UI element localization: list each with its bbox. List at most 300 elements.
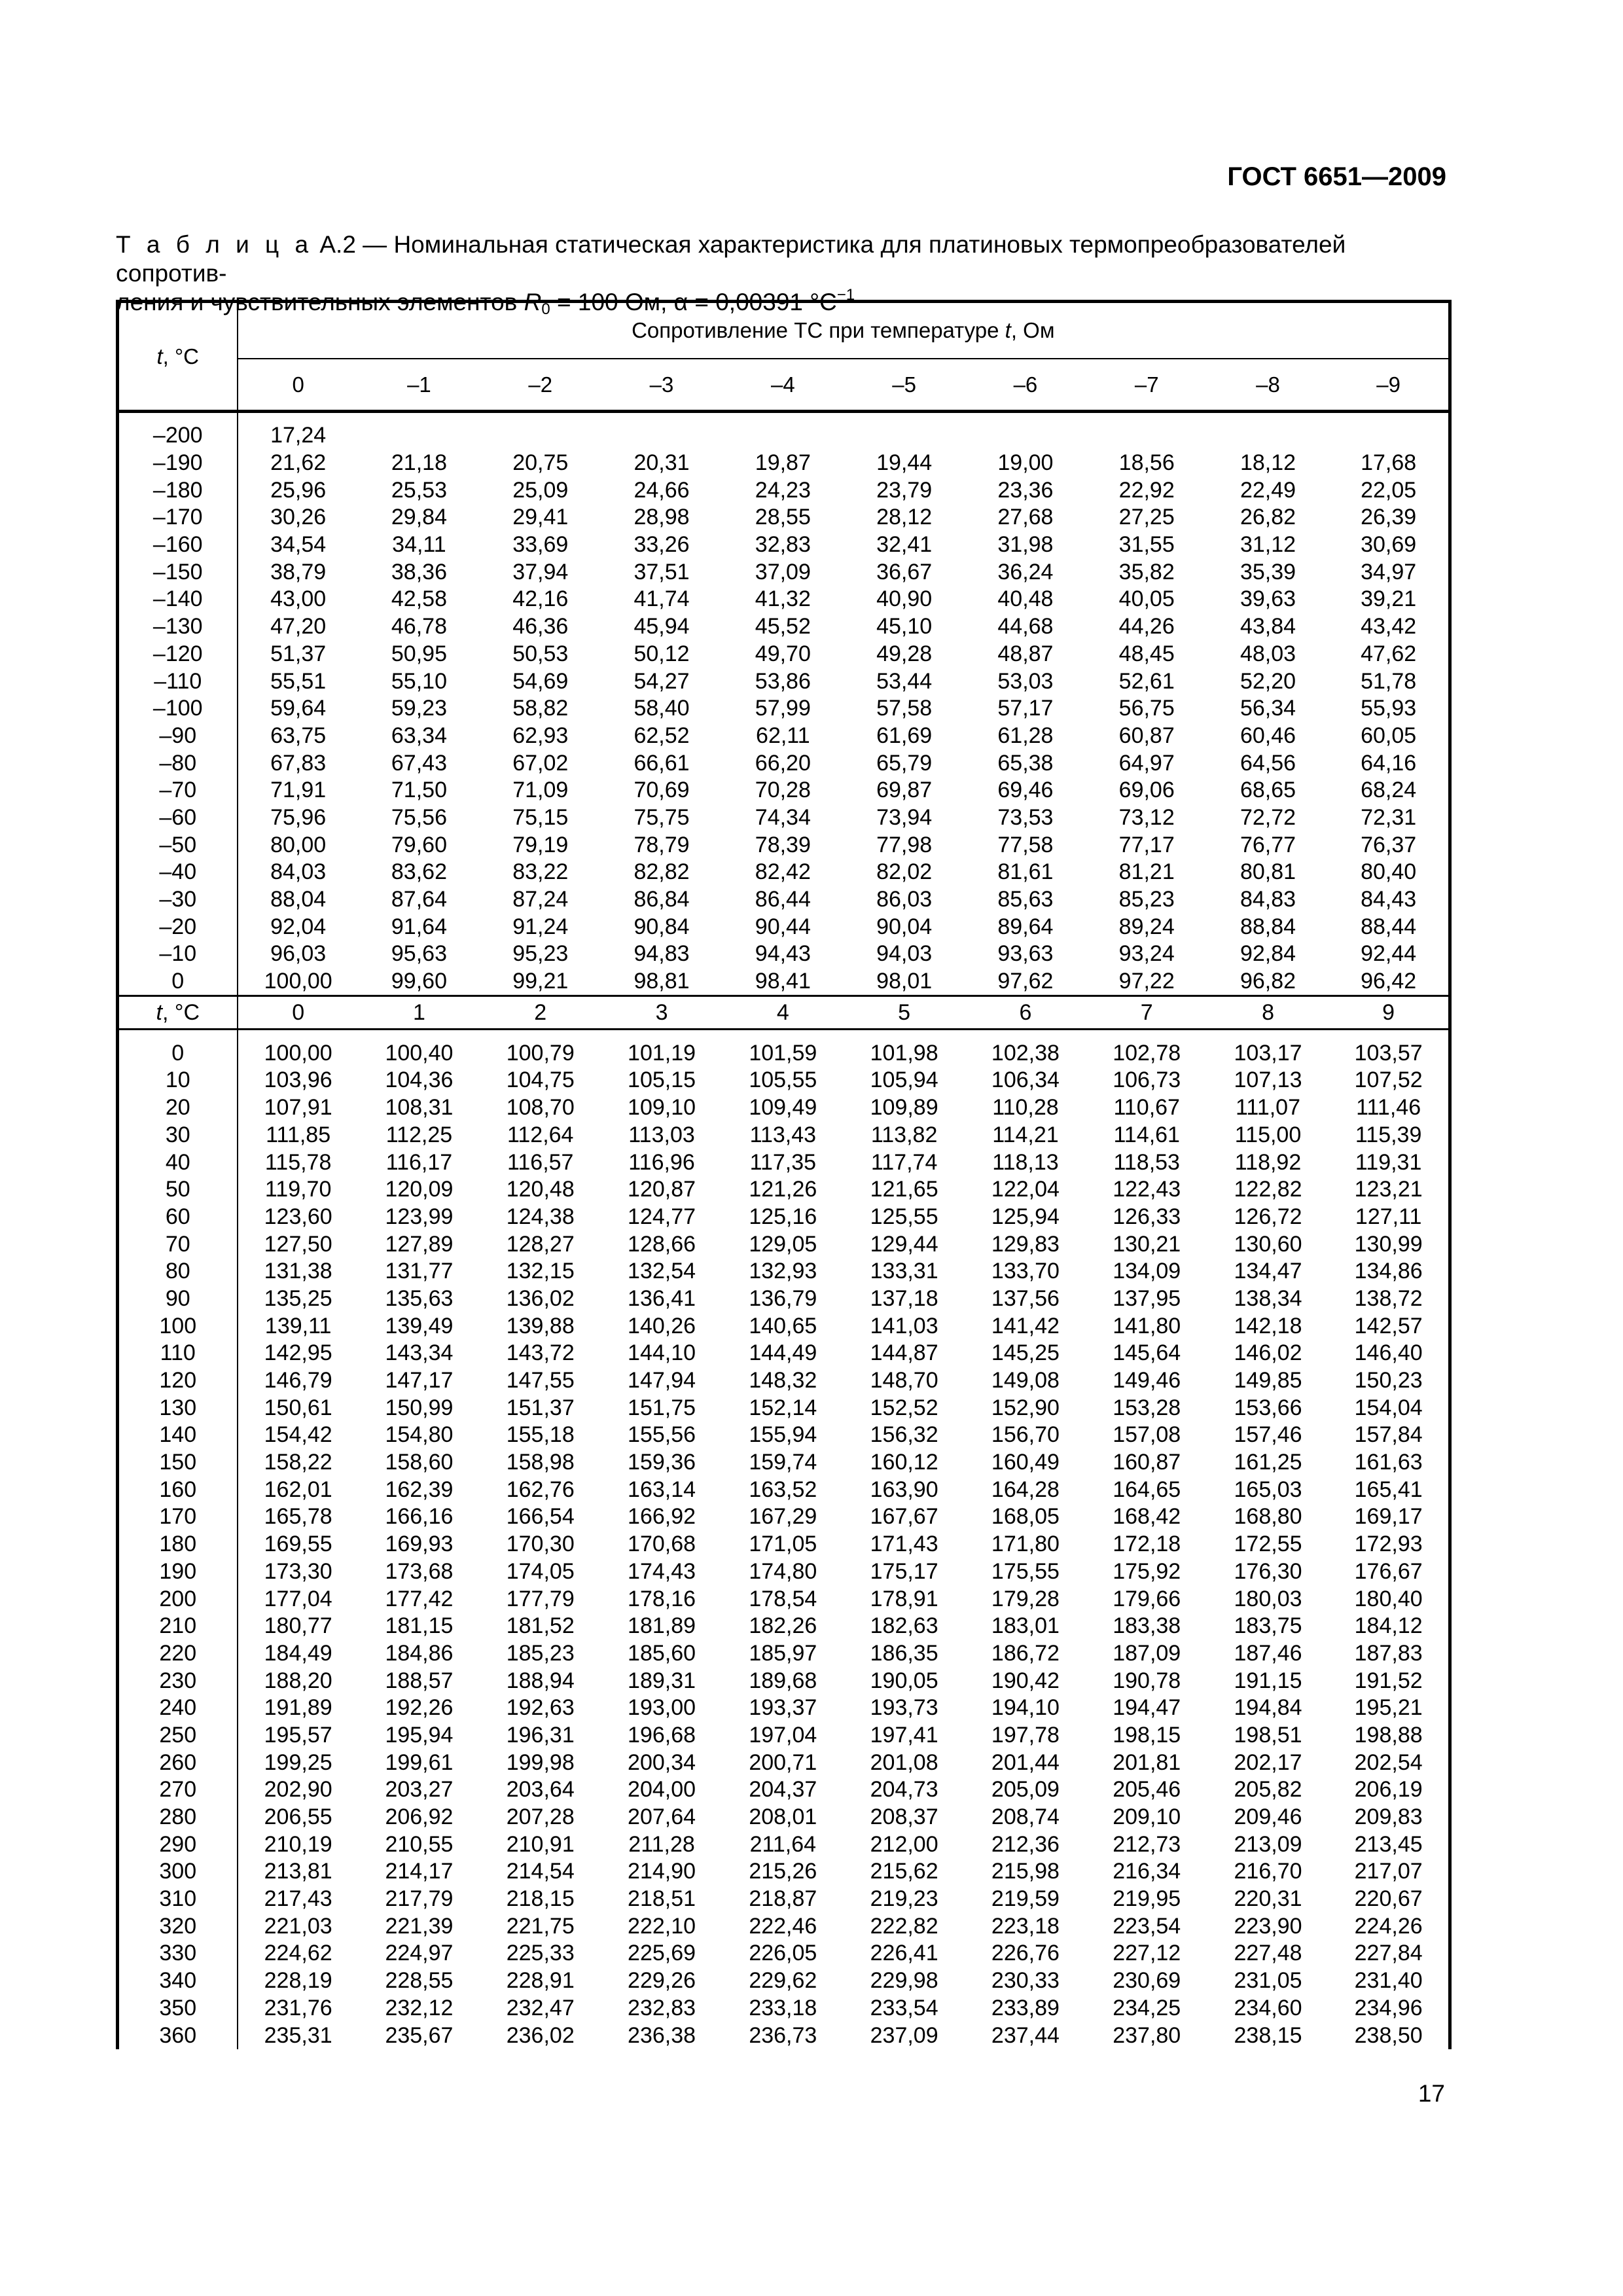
- resistance-cell: 151,75: [628, 1395, 696, 1420]
- resistance-cell: 38,36: [391, 559, 447, 584]
- resistance-cell: 160,49: [991, 1450, 1060, 1475]
- resistance-cell: 104,36: [385, 1067, 454, 1093]
- resistance-cell: 169,93: [385, 1532, 454, 1557]
- resistance-cell: 25,53: [391, 477, 447, 503]
- spacer-cell: [480, 1030, 601, 1040]
- resistance-cell: 212,73: [1113, 1831, 1181, 1857]
- resistance-cell: 168,80: [1234, 1504, 1302, 1530]
- resistance-cell: 170,68: [628, 1532, 696, 1557]
- resistance-cell: 213,81: [264, 1859, 332, 1884]
- resistance-cell: 201,08: [870, 1749, 938, 1775]
- resistance-cell: 71,50: [391, 778, 447, 803]
- resistance-cell: 77,58: [997, 832, 1054, 857]
- resistance-cell: 69,87: [876, 778, 933, 803]
- table-row: [118, 558, 1450, 586]
- resistance-cell: 64,16: [1329, 749, 1450, 777]
- resistance-cell: 198,15: [1113, 1722, 1181, 1748]
- resistance-cell: 130,21: [1113, 1231, 1181, 1257]
- table-row: [118, 1422, 1450, 1449]
- resistance-cell: 78,39: [755, 832, 811, 857]
- resistance-cell: 154,42: [264, 1422, 332, 1448]
- resistance-cell: 61,28: [997, 723, 1054, 748]
- resistance-cell: 222,10: [628, 1913, 696, 1939]
- resistance-cell: 77,17: [1118, 832, 1175, 857]
- table-row: [118, 1503, 1450, 1531]
- resistance-cell: 113,82: [870, 1122, 938, 1147]
- resistance-cell: 17,24: [270, 423, 327, 448]
- t-symbol-2: t: [156, 999, 162, 1025]
- resistance-cell: 69,06: [1118, 778, 1175, 803]
- resistance-cell: 139,11: [264, 1313, 332, 1338]
- resistance-cell: 112,25: [385, 1122, 453, 1147]
- temperature-cell: 310: [118, 1886, 238, 1913]
- spacer-cell: [1329, 1030, 1450, 1040]
- resistance-cell: 197,41: [870, 1722, 938, 1748]
- resistance-cell: 127,50: [264, 1231, 332, 1257]
- resistance-cell: 162,01: [264, 1477, 332, 1502]
- resistance-cell: 119,70: [264, 1177, 332, 1202]
- resistance-cell: 220,31: [1234, 1886, 1302, 1912]
- resistance-cell: 124,77: [628, 1204, 696, 1229]
- table-row: [118, 1749, 1450, 1776]
- resistance-cell: 232,83: [628, 1995, 696, 2020]
- column-header: –4: [722, 359, 844, 412]
- table-row: [118, 1176, 1450, 1204]
- resistance-cell: 44,68: [997, 614, 1054, 639]
- resistance-cell: 176,30: [1234, 1558, 1302, 1584]
- resistance-cell: 49,70: [755, 641, 811, 666]
- table-row: [118, 641, 1450, 668]
- resistance-cell: 120,48: [506, 1177, 575, 1202]
- resistance-cell: 122,04: [991, 1177, 1060, 1202]
- resistance-cell: 71,91: [270, 778, 327, 803]
- resistance-cell: 37,94: [512, 559, 569, 584]
- resistance-cell: 92,44: [1329, 941, 1450, 968]
- resistance-cell: 52,61: [1118, 668, 1175, 694]
- resistance-cell: 163,90: [870, 1477, 938, 1502]
- resistance-cell: 196,68: [628, 1722, 696, 1748]
- resistance-cell: 138,34: [1234, 1285, 1302, 1311]
- resistance-cell: 137,56: [991, 1285, 1060, 1311]
- resistance-cell: 230,69: [1113, 1968, 1181, 1994]
- column-header: –2: [480, 359, 601, 412]
- resistance-cell: 202,90: [264, 1777, 332, 1803]
- resistance-cell: 190,42: [991, 1668, 1060, 1693]
- temperature-cell: –10: [118, 941, 238, 968]
- resistance-cell: 54,69: [512, 668, 569, 694]
- resistance-cell: 174,80: [749, 1558, 817, 1584]
- resistance-cell: 47,20: [270, 614, 327, 639]
- resistance-cell: 144,87: [870, 1340, 938, 1366]
- temperature-cell: 70: [118, 1230, 238, 1258]
- resistance-cell: 146,40: [1329, 1340, 1450, 1367]
- resistance-cell: 18,12: [1240, 450, 1296, 476]
- resistance-cell: 221,75: [506, 1913, 575, 1939]
- temperature-cell: –130: [118, 613, 238, 641]
- table-row: [118, 1940, 1450, 1967]
- resistance-cell: 19,00: [997, 450, 1054, 476]
- resistance-cell: 96,82: [1240, 969, 1296, 994]
- spacer-cell: [238, 1030, 359, 1040]
- table-row: [118, 968, 1450, 996]
- resistance-cell: 33,26: [633, 532, 690, 558]
- spacer-cell: [965, 1030, 1086, 1040]
- t-symbol: t: [156, 344, 163, 368]
- table-row: [118, 1094, 1450, 1122]
- resistance-cell: 77,98: [876, 832, 933, 857]
- resistance-cell: 101,59: [749, 1040, 817, 1066]
- resistance-cell: 124,38: [506, 1204, 575, 1229]
- table-row: [118, 1722, 1450, 1749]
- resistance-cell: 37,51: [633, 559, 690, 584]
- resistance-cell: 169,17: [1329, 1503, 1450, 1531]
- resistance-cell: 108,70: [506, 1095, 575, 1121]
- resistance-cell: 141,80: [1113, 1313, 1181, 1338]
- table-row: [118, 476, 1450, 504]
- resistance-cell: 67,43: [391, 750, 447, 776]
- resistance-cell: 150,23: [1329, 1367, 1450, 1395]
- temperature-cell: 280: [118, 1804, 238, 1831]
- resistance-cell: 233,89: [991, 1995, 1060, 2020]
- resistance-cell: 228,19: [264, 1968, 332, 1994]
- resistance-cell: 132,54: [628, 1259, 696, 1284]
- resistance-cell: 46,78: [391, 614, 447, 639]
- resistance-cell: 174,05: [506, 1558, 575, 1584]
- resistance-cell: 82,82: [633, 859, 690, 885]
- resistance-cell: 227,12: [1113, 1941, 1181, 1966]
- resistance-cell: 105,15: [628, 1067, 696, 1093]
- resistance-cell: 41,74: [633, 586, 690, 612]
- resistance-cell: 159,36: [628, 1450, 696, 1475]
- resistance-cell: 47,62: [1329, 641, 1450, 668]
- resistance-cell: 19,87: [755, 450, 811, 476]
- resistance-cell: 96,03: [270, 941, 327, 967]
- resistance-cell: 146,02: [1234, 1340, 1302, 1366]
- resistance-cell: 232,12: [385, 1995, 454, 2020]
- resistance-cell: 43,84: [1240, 614, 1296, 639]
- resistance-cell: 97,62: [997, 969, 1054, 994]
- resistance-cell: 70,28: [755, 778, 811, 803]
- resistance-cell: 39,21: [1329, 586, 1450, 613]
- table-row: [118, 1067, 1450, 1094]
- resistance-cell: 66,20: [755, 750, 811, 776]
- resistance-cell: 165,78: [264, 1504, 332, 1530]
- table-row: [118, 941, 1450, 968]
- resistance-cell: 116,57: [507, 1149, 574, 1175]
- resistance-cell: 202,17: [1234, 1749, 1302, 1775]
- resistance-cell: 57,99: [755, 696, 811, 721]
- table-row: [118, 450, 1450, 477]
- resistance-cell: 137,18: [870, 1285, 938, 1311]
- resistance-cell: 178,91: [870, 1586, 938, 1611]
- resistance-cell: 142,57: [1329, 1312, 1450, 1340]
- resistance-cell: 143,72: [506, 1340, 575, 1366]
- resistance-cell: 216,34: [1113, 1859, 1181, 1884]
- resistance-header-unit: , Ом: [1010, 318, 1055, 342]
- resistance-cell: 75,96: [270, 804, 327, 830]
- resistance-cell: 147,17: [385, 1368, 454, 1393]
- resistance-cell: 225,69: [628, 1941, 696, 1966]
- resistance-cell: 219,59: [991, 1886, 1060, 1912]
- resistance-cell: 175,17: [870, 1558, 938, 1584]
- column-header: –8: [1207, 359, 1329, 412]
- table-row: [118, 1831, 1450, 1858]
- resistance-cell: 203,64: [506, 1777, 575, 1803]
- resistance-cell: 104,75: [506, 1067, 575, 1093]
- temperature-cell: 40: [118, 1149, 238, 1176]
- resistance-cell: 86,03: [876, 887, 933, 912]
- column-header: –5: [844, 359, 965, 412]
- resistance-cell: 125,94: [991, 1204, 1060, 1229]
- resistance-cell: 214,54: [506, 1859, 575, 1884]
- resistance-cell: 84,43: [1329, 886, 1450, 914]
- resistance-cell: 187,46: [1234, 1640, 1302, 1666]
- resistance-cell: 162,76: [506, 1477, 575, 1502]
- resistance-cell: 171,80: [991, 1532, 1060, 1557]
- column-header: –3: [601, 359, 722, 412]
- resistance-cell: 210,19: [264, 1831, 332, 1857]
- resistance-cell: 28,55: [755, 505, 811, 530]
- spacer-cell: [1086, 1030, 1207, 1040]
- temperature-cell: 230: [118, 1667, 238, 1695]
- resistance-cell: 219,95: [1113, 1886, 1181, 1912]
- resistance-cell: 145,25: [991, 1340, 1060, 1366]
- caption-text-1: — Номинальная статическая характеристика для платиновых термопреобразователей сопротив-: [116, 231, 1346, 287]
- resistance-cell: 67,02: [512, 750, 569, 776]
- table-row: [118, 831, 1450, 859]
- alpha-symbol: α: [673, 289, 688, 315]
- resistance-cell: 214,17: [385, 1859, 454, 1884]
- resistance-cell: 188,57: [385, 1668, 454, 1693]
- resistance-cell: 164,28: [991, 1477, 1060, 1502]
- resistance-cell: 75,15: [512, 804, 569, 830]
- table-row: [118, 1967, 1450, 1995]
- resistance-table: [116, 300, 1452, 2049]
- resistance-cell: 133,31: [870, 1259, 938, 1284]
- resistance-cell: 219,23: [870, 1886, 938, 1912]
- resistance-cell: 218,15: [506, 1886, 575, 1912]
- temperature-cell: 330: [118, 1940, 238, 1967]
- resistance-cell: 121,65: [870, 1177, 938, 1202]
- resistance-cell: 35,82: [1118, 559, 1175, 584]
- resistance-cell: 82,02: [876, 859, 933, 885]
- resistance-cell: 195,21: [1329, 1695, 1450, 1722]
- resistance-cell: 101,19: [628, 1040, 696, 1066]
- resistance-cell: 191,52: [1329, 1667, 1450, 1695]
- resistance-cell: 174,43: [628, 1558, 696, 1584]
- resistance-cell: 29,41: [512, 505, 569, 530]
- table-row: [118, 1039, 1450, 1067]
- resistance-cell: 193,37: [749, 1695, 817, 1721]
- resistance-cell: 134,86: [1329, 1258, 1450, 1285]
- resistance-cell: 130,99: [1329, 1230, 1450, 1258]
- resistance-cell: 139,49: [385, 1313, 454, 1338]
- resistance-cell: 154,04: [1329, 1394, 1450, 1422]
- resistance-cell: 66,61: [633, 750, 690, 776]
- resistance-cell: 186,35: [870, 1640, 938, 1666]
- resistance-cell: 25,09: [512, 477, 569, 503]
- resistance-cell: 157,08: [1113, 1422, 1181, 1448]
- resistance-cell: 209,10: [1113, 1804, 1181, 1830]
- resistance-cell: 228,91: [506, 1968, 575, 1994]
- resistance-cell: 222,82: [870, 1913, 938, 1939]
- temperature-cell: 240: [118, 1695, 238, 1722]
- resistance-cell: 107,52: [1329, 1067, 1450, 1094]
- resistance-cell: 157,84: [1329, 1422, 1450, 1449]
- resistance-cell: 103,17: [1234, 1040, 1302, 1066]
- temperature-header: [118, 302, 238, 412]
- resistance-cell: 119,31: [1329, 1149, 1450, 1176]
- resistance-cell: 81,21: [1118, 859, 1175, 885]
- spacer-cell: [844, 412, 965, 423]
- resistance-cell: [359, 422, 480, 450]
- column-header: 0: [238, 996, 359, 1030]
- resistance-cell: 232,47: [506, 1995, 575, 2020]
- table-row: [118, 1558, 1450, 1586]
- table-row: [118, 1995, 1450, 2022]
- resistance-cell: 98,81: [633, 969, 690, 994]
- resistance-cell: 103,96: [264, 1067, 332, 1093]
- resistance-cell: 32,83: [755, 532, 811, 558]
- temperature-cell: –60: [118, 804, 238, 832]
- resistance-cell: 183,75: [1234, 1613, 1302, 1639]
- resistance-cell: 26,39: [1329, 504, 1450, 531]
- table-row: [118, 913, 1450, 941]
- resistance-cell: 86,44: [755, 887, 811, 912]
- resistance-cell: 155,56: [628, 1422, 696, 1448]
- resistance-cell: 182,26: [749, 1613, 817, 1639]
- resistance-cell: 228,55: [385, 1968, 454, 1994]
- temperature-cell: 250: [118, 1722, 238, 1749]
- resistance-cell: 185,60: [628, 1640, 696, 1666]
- resistance-cell: 50,53: [512, 641, 569, 666]
- resistance-cell: 235,67: [385, 2022, 454, 2048]
- resistance-cell: 198,51: [1234, 1722, 1302, 1748]
- resistance-cell: 62,11: [756, 723, 810, 748]
- spacer-cell: [238, 412, 359, 423]
- temperature-cell: –90: [118, 723, 238, 750]
- resistance-cell: 238,15: [1234, 2022, 1302, 2048]
- resistance-cell: [1329, 422, 1450, 450]
- resistance-cell: 205,09: [991, 1777, 1060, 1803]
- resistance-cell: 79,19: [512, 832, 569, 857]
- temperature-cell: 30: [118, 1122, 238, 1149]
- column-header: –7: [1086, 359, 1207, 412]
- resistance-cell: 89,64: [997, 914, 1054, 939]
- resistance-cell: 123,99: [385, 1204, 454, 1229]
- resistance-cell: [844, 422, 965, 450]
- resistance-cell: 177,42: [385, 1586, 454, 1611]
- resistance-cell: 130,60: [1234, 1231, 1302, 1257]
- table-row: [118, 668, 1450, 695]
- temperature-cell: –40: [118, 859, 238, 886]
- spacer-cell: [601, 1030, 722, 1040]
- resistance-cell: 129,05: [749, 1231, 817, 1257]
- resistance-cell: 134,09: [1113, 1259, 1181, 1284]
- resistance-cell: 207,64: [628, 1804, 696, 1830]
- resistance-cell: 208,01: [749, 1804, 817, 1830]
- resistance-cell: 175,92: [1113, 1558, 1181, 1584]
- resistance-cell: 51,37: [270, 641, 327, 666]
- resistance-cell: 140,26: [628, 1313, 696, 1338]
- spacer-row: [118, 412, 1450, 423]
- resistance-cell: 234,60: [1234, 1995, 1302, 2020]
- temperature-cell: 10: [118, 1067, 238, 1094]
- resistance-cell: 237,44: [991, 2022, 1060, 2048]
- resistance-cell: 135,63: [385, 1285, 454, 1311]
- resistance-cell: 238,50: [1329, 2022, 1450, 2049]
- resistance-cell: 85,63: [997, 887, 1054, 912]
- resistance-cell: 112,64: [507, 1122, 574, 1147]
- resistance-cell: 205,82: [1234, 1777, 1302, 1803]
- table-row: [118, 1394, 1450, 1422]
- resistance-cell: 115,78: [264, 1149, 332, 1175]
- resistance-cell: [722, 422, 844, 450]
- resistance-cell: 212,36: [991, 1831, 1060, 1857]
- spacer-cell: [1086, 412, 1207, 423]
- resistance-cell: 163,52: [749, 1477, 817, 1502]
- resistance-cell: 43,00: [270, 586, 327, 612]
- spacer-cell: [965, 412, 1086, 423]
- table-row: [118, 1204, 1450, 1231]
- spacer-cell: [844, 1030, 965, 1040]
- resistance-cell: 45,52: [755, 614, 811, 639]
- resistance-cell: [1207, 422, 1329, 450]
- resistance-cell: 204,37: [749, 1777, 817, 1803]
- resistance-cell: 23,79: [876, 477, 933, 503]
- temperature-cell: –80: [118, 749, 238, 777]
- resistance-cell: 27,25: [1118, 505, 1175, 530]
- resistance-cell: 183,01: [991, 1613, 1060, 1639]
- temperature-cell: 320: [118, 1912, 238, 1940]
- resistance-cell: 62,52: [633, 723, 690, 748]
- resistance-cell: 117,35: [749, 1149, 817, 1175]
- column-header: –6: [965, 359, 1086, 412]
- resistance-cell: 179,28: [991, 1586, 1060, 1611]
- resistance-cell: 29,84: [391, 505, 447, 530]
- resistance-cell: 109,49: [749, 1095, 817, 1121]
- resistance-cell: [480, 422, 601, 450]
- spacer-cell: [359, 412, 480, 423]
- resistance-cell: 142,95: [264, 1340, 332, 1366]
- resistance-cell: 140,65: [749, 1313, 817, 1338]
- resistance-cell: 172,55: [1234, 1532, 1302, 1557]
- resistance-cell: 106,73: [1113, 1067, 1181, 1093]
- resistance-cell: [1086, 422, 1207, 450]
- resistance-cell: 18,56: [1118, 450, 1175, 476]
- resistance-cell: 30,69: [1329, 531, 1450, 559]
- resistance-cell: 237,80: [1113, 2022, 1181, 2048]
- temperature-cell: 20: [118, 1094, 238, 1122]
- temperature-cell: 130: [118, 1394, 238, 1422]
- resistance-cell: 128,27: [506, 1231, 575, 1257]
- temperature-cell: 100: [118, 1312, 238, 1340]
- resistance-cell: 223,90: [1234, 1913, 1302, 1939]
- positive-t-header: [118, 996, 238, 1030]
- resistance-cell: 149,46: [1113, 1368, 1181, 1393]
- resistance-cell: 30,26: [270, 505, 327, 530]
- temperature-cell: –50: [118, 831, 238, 859]
- resistance-cell: 103,57: [1329, 1039, 1450, 1067]
- table-row: [118, 2022, 1450, 2049]
- resistance-cell: 190,78: [1113, 1668, 1181, 1693]
- resistance-cell: 122,43: [1113, 1177, 1181, 1202]
- table-row: [118, 613, 1450, 641]
- spacer-cell: [722, 1030, 844, 1040]
- resistance-cell: 85,23: [1118, 887, 1175, 912]
- resistance-cell: 55,51: [270, 668, 327, 694]
- resistance-cell: 40,48: [997, 586, 1054, 612]
